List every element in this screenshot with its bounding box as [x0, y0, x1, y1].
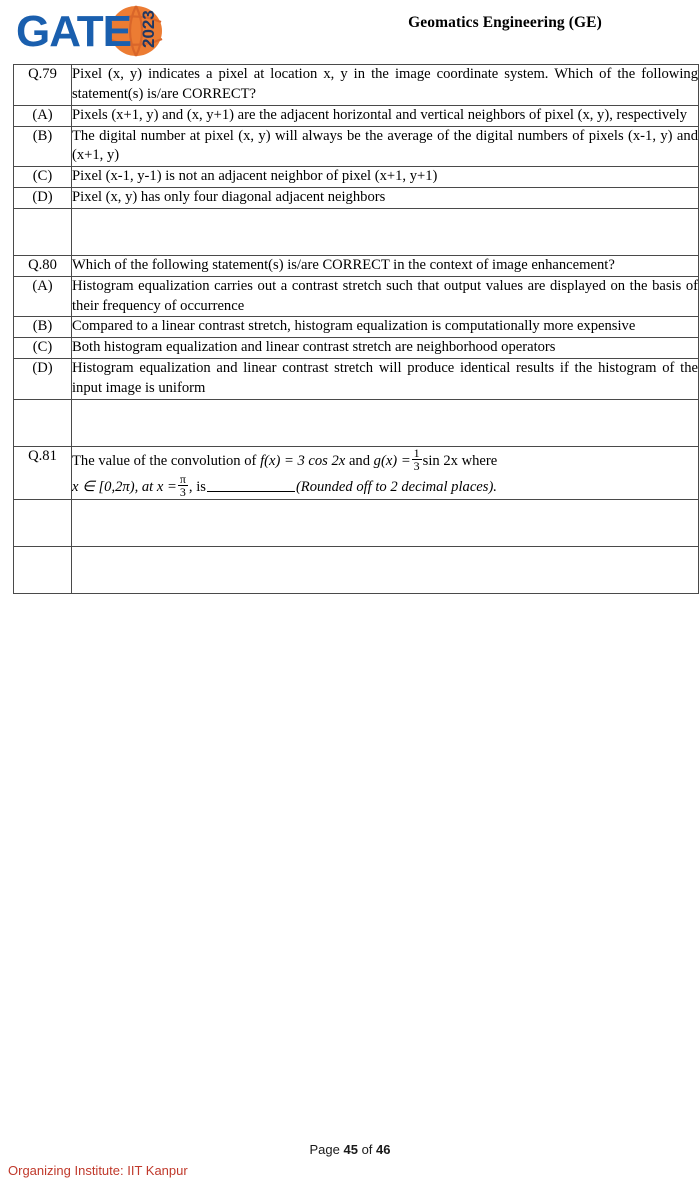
- page-total: 46: [376, 1142, 391, 1157]
- option-row[interactable]: [14, 359, 699, 400]
- option-text: Histogram equalization and linear contrast stretch will produce identical results if the histogram of the input image is uniform: [72, 359, 699, 400]
- fraction-one-third: [412, 447, 422, 473]
- option-text: Histogram equalization carries out a contrast stretch such that output values are displayed on the basis of their frequency of occurrence: [72, 276, 699, 317]
- math-g-def-prefix: g(x) =: [373, 453, 411, 470]
- fraction-denominator: 3: [413, 459, 420, 474]
- option-label: (A): [14, 105, 72, 126]
- question-row: [14, 65, 699, 106]
- option-label: (C): [14, 338, 72, 359]
- option-row[interactable]: [14, 126, 699, 167]
- option-row[interactable]: [14, 105, 699, 126]
- blank-cell-body: [72, 499, 699, 546]
- question-text-math: [72, 446, 699, 499]
- math-expression: [72, 445, 498, 500]
- exam-title: [0, 14, 700, 32]
- option-label: (B): [14, 126, 72, 167]
- blank-cell-body: [72, 546, 699, 593]
- question-row: [14, 255, 699, 276]
- page-current: 45: [343, 1142, 358, 1157]
- math-f-def: f(x) = 3 cos 2x: [260, 453, 346, 470]
- spacer-cell-body: [72, 399, 699, 446]
- page-number: [0, 1142, 700, 1157]
- option-label: (D): [14, 188, 72, 209]
- option-label: (D): [14, 359, 72, 400]
- option-row[interactable]: [14, 167, 699, 188]
- page-label-prefix: Page: [309, 1142, 344, 1157]
- fraction-numerator: π: [179, 471, 186, 486]
- question-label: Q.79: [14, 65, 72, 106]
- option-row[interactable]: [14, 338, 699, 359]
- option-row[interactable]: [14, 188, 699, 209]
- organizing-institute: Organizing Institute: IIT Kanpur: [8, 1163, 188, 1178]
- option-row[interactable]: [14, 317, 699, 338]
- math-domain: x ∈ [0,2π), at x =: [72, 479, 177, 496]
- question-row: [14, 446, 699, 499]
- math-is-word: , is: [188, 479, 206, 496]
- answer-blank[interactable]: [207, 491, 295, 492]
- blank-row: [14, 546, 699, 593]
- option-text: Pixel (x, y) has only four diagonal adjacent neighbors: [72, 188, 699, 209]
- page-label-mid: of: [357, 1142, 377, 1157]
- fraction-numerator: 1: [413, 445, 420, 460]
- page-footer: [0, 1142, 700, 1186]
- question-label: Q.80: [14, 255, 72, 276]
- question-table: [13, 64, 699, 594]
- exam-title-text: Geomatics Engineering (GE): [408, 14, 602, 31]
- option-row[interactable]: [14, 276, 699, 317]
- math-where: where: [461, 453, 498, 470]
- svg-text:2023: 2023: [139, 10, 158, 48]
- option-label: (C): [14, 167, 72, 188]
- spacer-row: [14, 208, 699, 255]
- math-and: and: [348, 453, 371, 470]
- option-label: (A): [14, 276, 72, 317]
- math-lead: The value of the convolution of: [72, 453, 257, 470]
- blank-cell-label: [14, 546, 72, 593]
- fraction-pi-over-three: [178, 473, 188, 499]
- page-header: [0, 0, 700, 62]
- spacer-cell-label: [14, 399, 72, 446]
- option-text: Pixels (x+1, y) and (x, y+1) are the adjacent horizontal and vertical neighbors of pixel (x, y), respectively: [72, 105, 699, 126]
- math-trailer: (Rounded off to 2 decimal places).: [295, 479, 497, 496]
- option-text: Compared to a linear contrast stretch, histogram equalization is computationally more expensive: [72, 317, 699, 338]
- spacer-row: [14, 399, 699, 446]
- math-g-def-suffix: sin 2x: [422, 453, 458, 470]
- svg-text:GATE: GATE: [16, 7, 131, 56]
- option-text: Pixel (x-1, y-1) is not an adjacent neighbor of pixel (x+1, y+1): [72, 167, 699, 188]
- blank-cell-label: [14, 499, 72, 546]
- option-text: Both histogram equalization and linear contrast stretch are neighborhood operators: [72, 338, 699, 359]
- spacer-cell-label: [14, 208, 72, 255]
- option-text: The digital number at pixel (x, y) will always be the average of the digital numbers of pixels (x-1, y) and (x+1, y): [72, 126, 699, 167]
- spacer-cell-body: [72, 208, 699, 255]
- blank-row: [14, 499, 699, 546]
- question-text: Pixel (x, y) indicates a pixel at location x, y in the image coordinate system. Which of the following statement(s) is/are CORRECT?: [72, 65, 699, 106]
- question-label: Q.81: [14, 446, 72, 499]
- option-label: (B): [14, 317, 72, 338]
- question-text: Which of the following statement(s) is/are CORRECT in the context of image enhancement?: [72, 255, 699, 276]
- fraction-denominator: 3: [178, 485, 188, 498]
